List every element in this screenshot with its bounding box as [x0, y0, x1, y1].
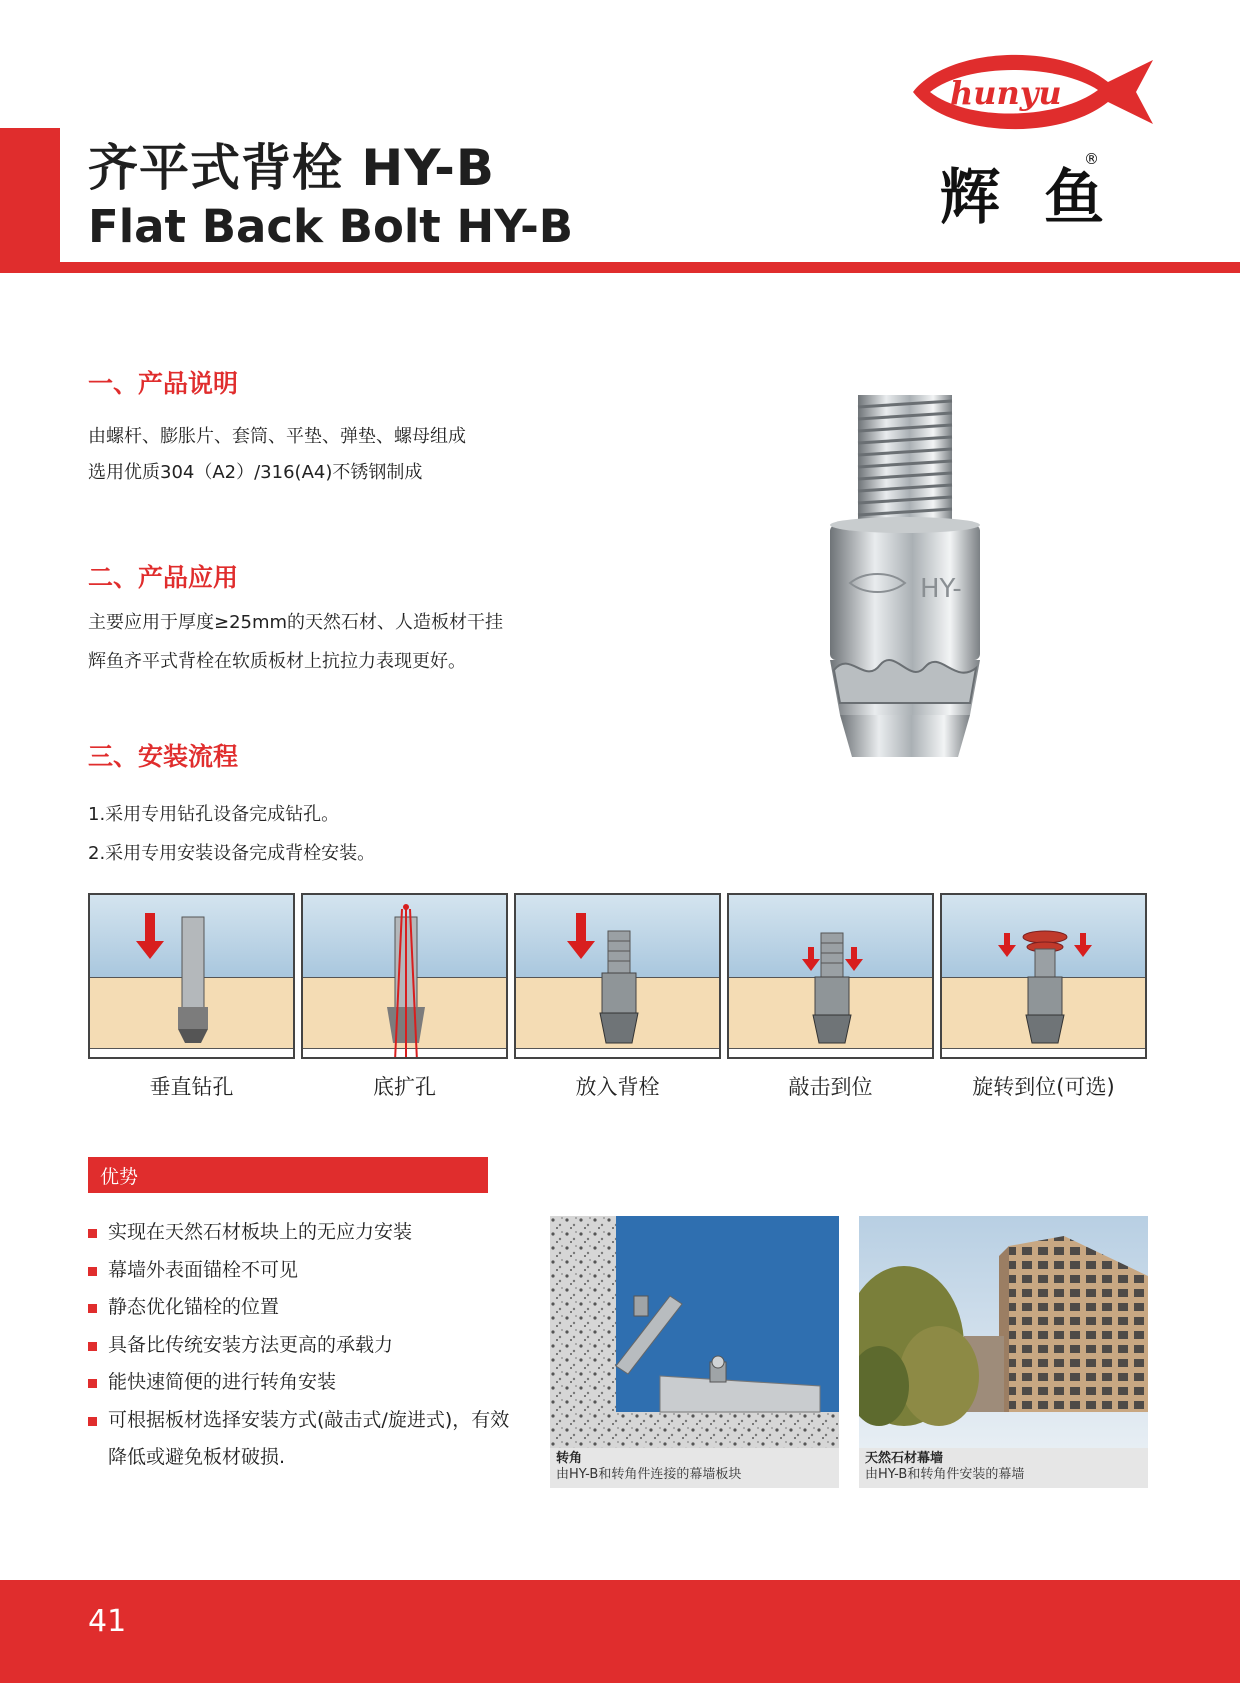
installation-steps: [88, 893, 1150, 1103]
bullet-square-icon: [88, 1379, 97, 1388]
step-label-2: 底扩孔: [373, 1075, 436, 1099]
page-title-en: Flat Back Bolt HY-B: [88, 200, 574, 253]
section-heading-installation: 三、安装流程: [88, 742, 239, 771]
hammer-set-icon: [729, 895, 934, 1059]
page-title-cn: 齐平式背栓 HY-B: [88, 139, 495, 197]
advantages-header-bar: [88, 1157, 488, 1193]
bullet-square-icon: [88, 1417, 97, 1426]
step-panel-hammer: [727, 893, 934, 1059]
photo-caption: 天然石材幕墙 由HY-B和转角件安装的幕墙: [859, 1448, 1148, 1488]
section-heading-application: 二、产品应用: [88, 563, 239, 592]
list-item: 可根据板材选择安装方式(敲击式/旋进式)，有效降低或避免板材破损.: [88, 1402, 528, 1477]
installation-line-2: 2.采用专用安装设备完成背栓安装。: [88, 843, 376, 864]
step-panel-undercut: [301, 893, 508, 1059]
advantages-list: [88, 1214, 528, 1477]
list-item: 能快速简便的进行转角安装: [88, 1364, 528, 1402]
step-label-3: 放入背栓: [575, 1075, 660, 1099]
list-item: 实现在天然石材板块上的无应力安装: [88, 1214, 528, 1252]
step-panel-rotate: [940, 893, 1147, 1059]
corner-installation-photo: [550, 1216, 839, 1448]
page-number: 41: [88, 1604, 127, 1639]
list-item: 幕墙外表面锚栓不可见: [88, 1252, 528, 1290]
step-label-1: 垂直钻孔: [149, 1075, 234, 1099]
application-line-2: 辉鱼齐平式背栓在软质板材上抗拉力表现更好。: [88, 651, 466, 672]
step-panel-drill: [88, 893, 295, 1059]
photo-facade: [859, 1216, 1148, 1488]
rotate-set-icon: [942, 895, 1147, 1059]
drill-vertical-icon: [90, 895, 295, 1059]
product-bolt-image: [820, 385, 990, 765]
insert-bolt-icon: [516, 895, 721, 1059]
bullet-square-icon: [88, 1342, 97, 1351]
header-accent-bar: [0, 128, 60, 273]
list-item: 具备比传统安装方法更高的承载力: [88, 1327, 528, 1365]
advantages-title: 优势: [100, 1166, 139, 1188]
fish-logo-icon: [908, 42, 1158, 142]
description-line-2: 选用优质304（A2）/316(A4)不锈钢制成: [88, 462, 423, 483]
list-item: 静态优化锚栓的位置: [88, 1289, 528, 1327]
logo-script-text: hunyu: [950, 74, 1062, 112]
page-footer: [0, 1580, 1240, 1683]
brand-logo: [908, 42, 1158, 233]
installation-line-1: 1.采用专用钻孔设备完成钻孔。: [88, 804, 340, 825]
bullet-square-icon: [88, 1229, 97, 1238]
photo-caption: 转角 由HY-B和转角件连接的幕墙板块: [550, 1448, 839, 1488]
photo-corner: [550, 1216, 839, 1488]
product-engraving: HY-: [920, 574, 962, 604]
step-panel-insert: [514, 893, 721, 1059]
undercut-drill-icon: [303, 895, 508, 1059]
step-label-4: 敲击到位: [788, 1075, 873, 1099]
step-label-5: 旋转到位(可选): [972, 1075, 1115, 1099]
header-divider-line: [60, 262, 1240, 273]
logo-brand-cn: 辉鱼: [940, 163, 1148, 233]
stone-curtain-wall-photo: [859, 1216, 1148, 1448]
bullet-square-icon: [88, 1267, 97, 1276]
section-heading-description: 一、产品说明: [88, 369, 239, 398]
application-line-1: 主要应用于厚度≥25mm的天然石材、人造板材干挂: [88, 612, 504, 633]
registered-mark: ®: [1084, 150, 1099, 168]
bullet-square-icon: [88, 1304, 97, 1313]
description-line-1: 由螺杆、膨胀片、套筒、平垫、弹垫、螺母组成: [88, 426, 466, 447]
